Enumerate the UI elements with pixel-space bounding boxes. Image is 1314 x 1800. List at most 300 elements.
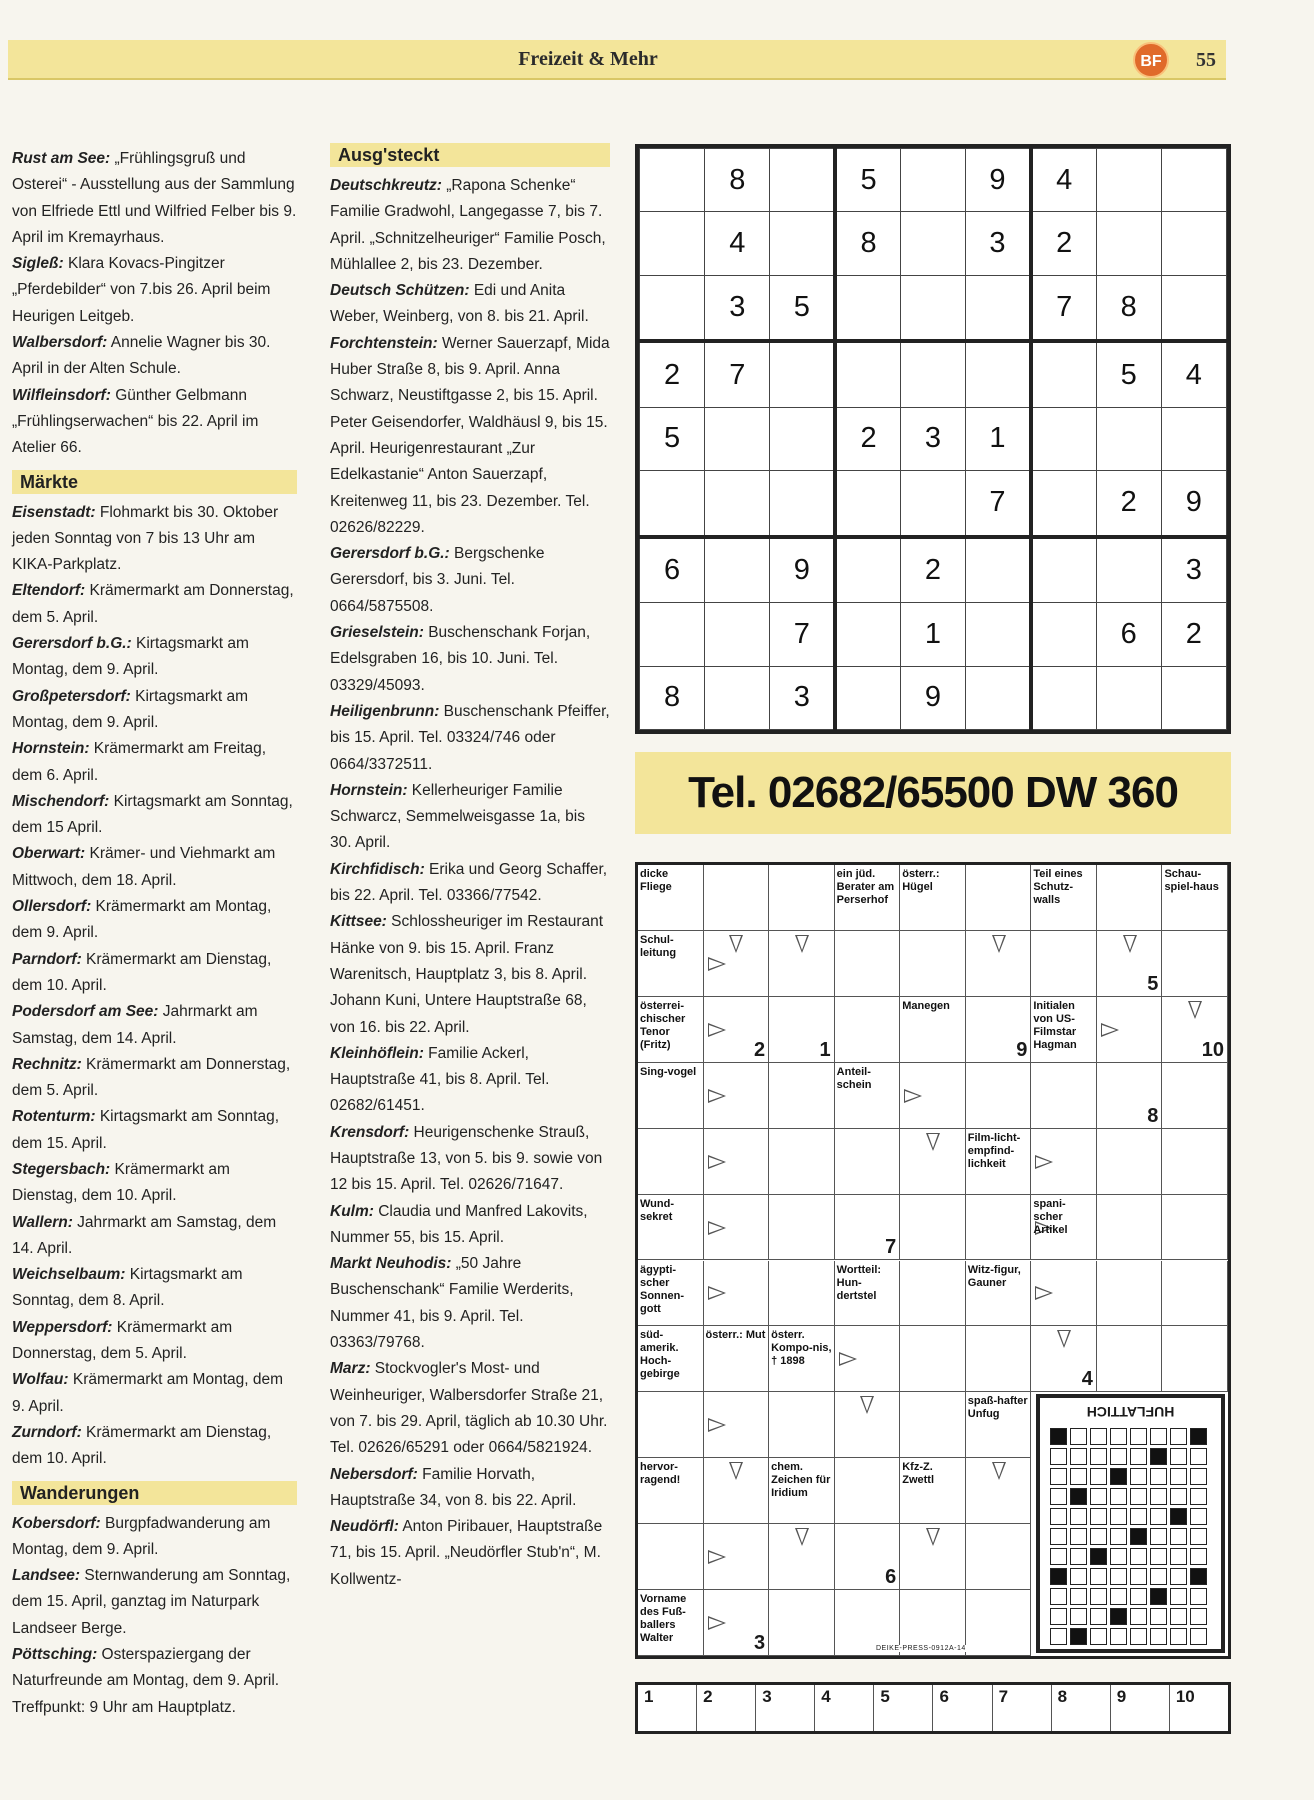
solution-box[interactable]: 5: [874, 1685, 933, 1731]
solution-letter-number: 8: [1147, 1104, 1159, 1127]
solution-box[interactable]: 6: [933, 1685, 992, 1731]
listing-entry: [330, 1514, 610, 1593]
sudoku-cell[interactable]: [705, 407, 770, 470]
sudoku-cell[interactable]: [1161, 407, 1226, 470]
bf-logo: BF: [1133, 42, 1169, 78]
sudoku-cell[interactable]: [1031, 341, 1096, 407]
page-header: [8, 40, 1226, 80]
press-code: DEIKE-PRESS-0912A-14: [876, 1645, 966, 1652]
solution-mini-cell: [1090, 1548, 1107, 1565]
sudoku-cell[interactable]: 6: [1096, 603, 1161, 666]
crossword-cell[interactable]: [1031, 931, 1097, 997]
sudoku-cell[interactable]: [1031, 666, 1096, 729]
crossword-cell[interactable]: [835, 931, 901, 997]
entry-text: Burgpfadwanderung am Montag, dem 9. April.: [12, 1514, 271, 1558]
listing-entry: [12, 841, 297, 894]
sudoku-cell[interactable]: 5: [640, 407, 705, 470]
crossword-cell[interactable]: [769, 1590, 835, 1656]
sudoku-cell[interactable]: [770, 471, 835, 537]
crossword-cell[interactable]: [1031, 1129, 1097, 1195]
entry-text: Sternwanderung am Sonntag, dem 15. April, ganztag im Naturpark Landseer Berge.: [12, 1567, 291, 1637]
place-name: Gerersdorf b.G.:: [12, 635, 132, 653]
sudoku-cell[interactable]: 5: [1096, 341, 1161, 407]
crossword-cell[interactable]: [1097, 1129, 1163, 1195]
crossword-clue: österr.: Mut: [704, 1326, 770, 1392]
entry-text: Bergschenke Gerersdorf, bis 3. Juni. Tel. 0664/5875508.: [330, 545, 545, 615]
entry-text: Claudia und Manfred Lakovits, Nummer 55, bis 15. April.: [330, 1202, 588, 1246]
sudoku-cell[interactable]: [835, 471, 900, 537]
solution-mini-cell: [1090, 1568, 1107, 1585]
solution-mini-cell: [1050, 1548, 1067, 1565]
place-name: Wallern:: [12, 1213, 73, 1231]
entry-text: Krämermarkt am Dienstag, dem 10. April.: [12, 1160, 230, 1205]
solution-box[interactable]: 2: [697, 1685, 756, 1731]
crossword-cell[interactable]: [835, 1458, 901, 1524]
crossword-cell[interactable]: [1097, 1063, 1163, 1129]
sudoku-cell[interactable]: [835, 341, 900, 407]
crossword-clue: österr. Kompo-nis, † 1898: [769, 1326, 835, 1392]
crossword-cell[interactable]: [769, 1392, 835, 1458]
sudoku-cell[interactable]: 9: [770, 537, 835, 603]
crossword-clue: spaß-hafter Unfug: [966, 1392, 1032, 1458]
sudoku-cell[interactable]: [1161, 212, 1226, 275]
place-name: Ollersdorf:: [12, 898, 92, 916]
solution-letter-number: 7: [885, 1236, 897, 1259]
crossword-cell[interactable]: [900, 1326, 966, 1392]
solution-mini-cell: [1070, 1568, 1087, 1585]
crossword-cell[interactable]: [1162, 1063, 1228, 1129]
wanderungen-heading: Wanderungen: [12, 1481, 297, 1505]
solution-word-row: [635, 1682, 1231, 1734]
crossword-cell[interactable]: [769, 1063, 835, 1129]
phone-number: Tel. 02682/65500 DW 360: [688, 768, 1178, 817]
sudoku-cell[interactable]: [900, 471, 965, 537]
sudoku-cell[interactable]: [966, 341, 1031, 407]
sudoku-cell[interactable]: 5: [835, 149, 900, 212]
sudoku-cell[interactable]: [1161, 275, 1226, 341]
solution-mini-cell: [1130, 1448, 1147, 1465]
crossword-cell[interactable]: [1031, 1261, 1097, 1327]
crossword-cell[interactable]: [1097, 997, 1163, 1063]
sudoku-cell[interactable]: 9: [900, 666, 965, 729]
entry-text: Krämermarkt am Montag, dem 9. April.: [12, 898, 272, 942]
solution-box[interactable]: 10: [1175, 1687, 1195, 1706]
solution-mini-cell: [1150, 1448, 1167, 1465]
crossword-clue: Anteil-schein: [835, 1063, 901, 1129]
crossword-cell[interactable]: [900, 1524, 966, 1590]
sudoku-cell[interactable]: [900, 275, 965, 341]
sudoku-cell[interactable]: [640, 212, 705, 275]
place-name: Pöttsching:: [12, 1646, 98, 1664]
listing-entry: [12, 330, 297, 383]
listing-entry: [12, 1642, 297, 1721]
crossword-cell[interactable]: [835, 1524, 901, 1590]
solution-mini-cell: [1050, 1568, 1067, 1585]
solution-mini-cell: [1070, 1448, 1087, 1465]
solution-mini-cell: [1110, 1508, 1127, 1525]
sudoku-cell[interactable]: 3: [770, 666, 835, 729]
listing-entry: [330, 1356, 610, 1461]
entry-text: Annelie Wagner bis 30. April in der Alten Schule.: [12, 334, 271, 378]
listing-entry: [12, 1315, 297, 1368]
crossword-cell[interactable]: [966, 931, 1032, 997]
sudoku-cell[interactable]: 1: [900, 603, 965, 666]
sudoku-cell[interactable]: [770, 149, 835, 212]
entry-text: Familie Ackerl, Hauptstraße 41, bis 8. April. Tel. 02682/61451.: [330, 1044, 550, 1115]
crossword-cell[interactable]: [900, 931, 966, 997]
solution-mini-cell: [1130, 1588, 1147, 1605]
place-name: Nebersdorf:: [330, 1465, 418, 1483]
crossword-cell[interactable]: [835, 1195, 901, 1261]
sudoku-cell[interactable]: 2: [900, 537, 965, 603]
solution-mini-cell: [1190, 1588, 1207, 1605]
sudoku-cell[interactable]: 9: [1161, 471, 1226, 537]
sudoku-cell[interactable]: [966, 537, 1031, 603]
crossword-cell[interactable]: [1097, 1326, 1163, 1392]
listing-entry: [330, 331, 610, 541]
sudoku-cell[interactable]: 3: [966, 212, 1031, 275]
sudoku-cell[interactable]: 2: [835, 407, 900, 470]
listing-entry: [12, 578, 297, 631]
listing-entry: [12, 631, 297, 684]
crossword-cell[interactable]: [704, 1063, 770, 1129]
crossword-cell[interactable]: [966, 1590, 1032, 1656]
sudoku-cell[interactable]: [835, 603, 900, 666]
sudoku-cell[interactable]: [770, 212, 835, 275]
sudoku-cell[interactable]: [770, 341, 835, 407]
crossword-clue: Teil eines Schutz-walls: [1031, 865, 1097, 931]
solution-mini-cell: [1050, 1588, 1067, 1605]
solution-letter-number: 3: [753, 1631, 766, 1654]
solution-mini-cell: [1070, 1588, 1087, 1605]
place-name: Hornstein:: [330, 781, 408, 799]
sudoku-cell[interactable]: [770, 407, 835, 470]
solution-box[interactable]: 7: [993, 1685, 1052, 1731]
sudoku-cell[interactable]: 7: [966, 471, 1031, 537]
sudoku-cell[interactable]: [900, 149, 965, 212]
solution-mini-cell: [1170, 1468, 1187, 1485]
crossword-cell[interactable]: [900, 1392, 966, 1458]
solution-box[interactable]: 3: [756, 1685, 815, 1731]
place-name: Mischendorf:: [12, 792, 110, 810]
entry-text: Günther Gelbmann „Frühlingserwachen“ bis 22. April im Atelier 66.: [12, 386, 259, 457]
solution-mini-cell: [1190, 1548, 1207, 1565]
listing-entry: [330, 699, 610, 778]
solution-mini-cell: [1090, 1628, 1107, 1645]
sudoku-cell[interactable]: 4: [1031, 149, 1096, 212]
sudoku-cell[interactable]: [1096, 212, 1161, 275]
sudoku-cell[interactable]: 8: [640, 666, 705, 729]
listing-entry: [330, 909, 610, 1040]
page-number: 55: [1196, 49, 1216, 71]
entry-text: Familie Horvath, Hauptstraße 34, von 8. bis 22. April.: [330, 1465, 577, 1509]
sudoku-cell[interactable]: 4: [705, 212, 770, 275]
solution-mini-cell: [1090, 1588, 1107, 1605]
solution-mini-cell: [1170, 1528, 1187, 1545]
crossword-cell[interactable]: [704, 1458, 770, 1524]
solution-mini-cell: [1110, 1528, 1127, 1545]
crossword-cell[interactable]: [769, 1524, 835, 1590]
sudoku-cell[interactable]: 2: [640, 341, 705, 407]
solution-mini-cell: [1130, 1528, 1147, 1545]
listing-entry: [330, 857, 610, 910]
solution-mini-cell: [1090, 1448, 1107, 1465]
column-middle: [330, 146, 610, 1593]
solution-mini-cell: [1050, 1508, 1067, 1525]
sudoku-cell[interactable]: 7: [705, 341, 770, 407]
solution-mini-cell: [1090, 1428, 1107, 1445]
place-name: Oberwart:: [12, 845, 86, 863]
sudoku-cell[interactable]: [1031, 603, 1096, 666]
sudoku-cell[interactable]: 3: [1161, 537, 1226, 603]
place-name: Markt Neuhodis:: [330, 1255, 452, 1273]
solution-mini-cell: [1170, 1448, 1187, 1465]
sudoku-cell[interactable]: 8: [835, 212, 900, 275]
solution-title: HUFLATTICH: [1086, 1404, 1175, 1420]
place-name: Neudörfl:: [330, 1518, 399, 1536]
crossword-cell[interactable]: [704, 1392, 770, 1458]
solution-mini-cell: [1070, 1428, 1087, 1445]
solution-box[interactable]: 4: [815, 1685, 874, 1731]
crossword-cell[interactable]: [704, 997, 770, 1063]
crossword-cell[interactable]: [638, 1524, 704, 1590]
crossword-clue: Vorname des Fuß-ballers Walter: [638, 1590, 704, 1656]
place-name: Podersdorf am See:: [12, 1003, 159, 1021]
solution-mini-cell: [1170, 1428, 1187, 1445]
solution-mini-cell: [1170, 1608, 1187, 1625]
crossword-cell[interactable]: [966, 1524, 1032, 1590]
sudoku-cell[interactable]: [640, 275, 705, 341]
place-name: Kittsee:: [330, 913, 387, 931]
sudoku-cell[interactable]: 1: [966, 407, 1031, 470]
sudoku-cell[interactable]: [900, 341, 965, 407]
crossword-cell[interactable]: [769, 1261, 835, 1327]
solution-mini-cell: [1110, 1608, 1127, 1625]
listing-entry: [330, 541, 610, 620]
sudoku-cell[interactable]: 2: [1161, 603, 1226, 666]
entry-text: „50 Jahre Buschenschank“ Familie Werderits, Nummer 41, bis 9. April. Tel. 03363/79768.: [330, 1255, 574, 1352]
crossword-cell[interactable]: [704, 931, 770, 997]
sudoku-cell[interactable]: [640, 603, 705, 666]
solution-box[interactable]: 1: [638, 1685, 697, 1731]
solution-letter-number: 6: [885, 1566, 897, 1589]
crossword-cell[interactable]: [835, 1129, 901, 1195]
crossword-cell[interactable]: [966, 1063, 1032, 1129]
crossword-cell[interactable]: [1031, 1326, 1097, 1392]
sudoku-cell[interactable]: 2: [1096, 471, 1161, 537]
sudoku-cell[interactable]: [966, 666, 1031, 729]
solution-mini-cell: [1070, 1548, 1087, 1565]
sudoku-cell[interactable]: 2: [1031, 212, 1096, 275]
crossword-cell[interactable]: [966, 1326, 1032, 1392]
crossword-cell[interactable]: [704, 1195, 770, 1261]
entry-text: Kirtagsmarkt am Sonntag, dem 15 April.: [12, 792, 293, 837]
crossword-cell[interactable]: [835, 997, 901, 1063]
sudoku-cell[interactable]: 5: [770, 275, 835, 341]
sudoku-cell[interactable]: [1031, 471, 1096, 537]
sudoku-cell[interactable]: [1096, 149, 1161, 212]
place-name: Rust am See:: [12, 150, 111, 167]
sudoku-cell[interactable]: 8: [705, 149, 770, 212]
place-name: Kirchfidisch:: [330, 860, 425, 878]
crossword-cell[interactable]: [704, 865, 770, 931]
listing-entry: [330, 1199, 610, 1252]
place-name: Marz:: [330, 1360, 371, 1378]
crossword-cell[interactable]: [900, 1195, 966, 1261]
sudoku-cell[interactable]: [835, 537, 900, 603]
sudoku-cell[interactable]: [835, 666, 900, 729]
sudoku-cell[interactable]: 3: [900, 407, 965, 470]
solution-mini-cell: [1070, 1508, 1087, 1525]
crossword-cell[interactable]: [1031, 1063, 1097, 1129]
place-name: Kulm:: [330, 1202, 374, 1220]
solution-box[interactable]: 9: [1111, 1685, 1170, 1731]
solution-mini-cell: [1150, 1628, 1167, 1645]
crossword-cell[interactable]: [638, 1392, 704, 1458]
sudoku-cell[interactable]: [900, 212, 965, 275]
solution-mini-cell: [1190, 1508, 1207, 1525]
crossword-cell[interactable]: [704, 1524, 770, 1590]
place-name: Grieselstein:: [330, 624, 424, 642]
crossword-cell[interactable]: [1097, 1261, 1163, 1327]
crossword-cell[interactable]: [1162, 1261, 1228, 1327]
entry-text: Kirtagsmarkt am Montag, dem 9. April.: [12, 635, 249, 679]
sudoku-cell[interactable]: [705, 471, 770, 537]
solution-mini-cell: [1130, 1548, 1147, 1565]
crossword-clue: Initialen von US-Filmstar Hagman: [1031, 997, 1097, 1063]
sudoku-cell[interactable]: [705, 603, 770, 666]
solution-letter-number: 2: [753, 1038, 766, 1061]
sudoku-cell[interactable]: [835, 275, 900, 341]
entry-text: Kirtagsmarkt am Montag, dem 9. April.: [12, 687, 248, 731]
crossword-cell[interactable]: [966, 1458, 1032, 1524]
crossword-cell[interactable]: [1162, 1326, 1228, 1392]
crossword-clue: spani-scher Artikel: [1031, 1195, 1097, 1261]
sudoku-cell[interactable]: 8: [1096, 275, 1161, 341]
sudoku-cell[interactable]: [1096, 666, 1161, 729]
sudoku-cell[interactable]: [966, 275, 1031, 341]
listing-entry: [12, 1157, 297, 1210]
listing-entry: [330, 1041, 610, 1120]
crossword-cell[interactable]: [1162, 1195, 1228, 1261]
solution-letter-number: 5: [1147, 972, 1159, 995]
place-name: Kleinhöflein:: [330, 1044, 424, 1062]
solution-mini-cell: [1130, 1508, 1147, 1525]
crossword-clue: österrei-chischer Tenor (Fritz): [638, 997, 704, 1063]
crossword-cell[interactable]: [835, 1326, 901, 1392]
solution-mini-cell: [1110, 1568, 1127, 1585]
solution-mini-cell: [1150, 1568, 1167, 1585]
solution-mini-cell: [1130, 1488, 1147, 1505]
sudoku-cell[interactable]: 7: [1031, 275, 1096, 341]
listing-entry: [12, 1052, 297, 1105]
crossword-cell[interactable]: [835, 1392, 901, 1458]
crossword-cell[interactable]: [1162, 931, 1228, 997]
sudoku-cell[interactable]: [1161, 666, 1226, 729]
sudoku-cell[interactable]: [640, 149, 705, 212]
crossword-clue: Sing-vogel: [638, 1063, 704, 1129]
crossword-cell[interactable]: [769, 1129, 835, 1195]
sudoku-cell[interactable]: [1096, 407, 1161, 470]
sudoku-cell[interactable]: 9: [966, 149, 1031, 212]
crossword-cell[interactable]: [1097, 865, 1163, 931]
crossword-cell[interactable]: [769, 931, 835, 997]
crossword-cell[interactable]: [1097, 931, 1163, 997]
crossword-cell[interactable]: [1162, 1129, 1228, 1195]
crossword-cell[interactable]: [966, 997, 1032, 1063]
sudoku-cell[interactable]: [1031, 407, 1096, 470]
sudoku-cell[interactable]: [1096, 537, 1161, 603]
place-name: Heiligenbrunn:: [330, 702, 440, 720]
solution-mini-cell: [1150, 1548, 1167, 1565]
crossword-cell[interactable]: [900, 1063, 966, 1129]
sudoku-cell[interactable]: [1031, 537, 1096, 603]
solution-mini-cell: [1130, 1468, 1147, 1485]
crossword-cell[interactable]: [900, 1261, 966, 1327]
entry-text: Heurigenschenke Strauß, Hauptstraße 13, von 5. bis 9. sowie von 12 bis 15. April. Tel. 02626/71647.: [330, 1123, 603, 1194]
solution-mini-cell: [1190, 1488, 1207, 1505]
sudoku-cell[interactable]: 6: [640, 537, 705, 603]
solution-mini-cell: [1150, 1468, 1167, 1485]
sudoku-cell[interactable]: [705, 666, 770, 729]
entry-text: „Rapona Schenke“ Familie Gradwohl, Langegasse 7, bis 7. April. „Schnitzelheuriger“ Familie Posch, Mühlallee 2, bis 23. Dezember.: [330, 177, 606, 273]
solution-mini-cell: [1090, 1608, 1107, 1625]
entry-text: Edi und Anita Weber, Weinberg, von 8. bis 21. April.: [330, 282, 589, 326]
crossword-clue: süd-amerik. Hoch-gebirge: [638, 1326, 704, 1392]
place-name: Hornstein:: [12, 740, 90, 758]
sudoku-cell[interactable]: [640, 471, 705, 537]
crossword-cell[interactable]: [966, 865, 1032, 931]
crossword-cell[interactable]: [704, 1261, 770, 1327]
crossword-cell[interactable]: [769, 997, 835, 1063]
solution-mini-cell: [1150, 1508, 1167, 1525]
crossword-cell[interactable]: [1097, 1195, 1163, 1261]
crossword-cell[interactable]: [966, 1195, 1032, 1261]
entry-text: Krämermarkt am Freitag, dem 6. April.: [12, 740, 267, 784]
listing-entry: [12, 789, 297, 842]
crossword-cell[interactable]: [769, 865, 835, 931]
sudoku-cell[interactable]: 3: [705, 275, 770, 341]
solution-box[interactable]: 8: [1052, 1685, 1111, 1731]
crossword-cell[interactable]: [769, 1195, 835, 1261]
sudoku-puzzle: [635, 144, 1231, 734]
place-name: Parndorf:: [12, 950, 82, 968]
solution-mini-cell: [1090, 1488, 1107, 1505]
listing-entry: [12, 251, 297, 330]
solution-mini-cell: [1190, 1428, 1207, 1445]
solution-mini-cell: [1110, 1628, 1127, 1645]
sudoku-cell[interactable]: [1161, 149, 1226, 212]
sudoku-cell[interactable]: 4: [1161, 341, 1226, 407]
crossword-cell[interactable]: [1162, 997, 1228, 1063]
crossword-clue: Schau-spiel-haus: [1162, 865, 1228, 931]
solution-mini-cell: [1110, 1468, 1127, 1485]
sudoku-cell[interactable]: 7: [770, 603, 835, 666]
crossword-cell[interactable]: [704, 1590, 770, 1656]
crossword-clue: dicke Fliege: [638, 865, 704, 931]
place-name: Landsee:: [12, 1567, 81, 1585]
entry-text: Kellerheuriger Familie Schwarcz, Semmelweisgasse 1a, bis 30. April.: [330, 781, 585, 852]
crossword-cell[interactable]: [704, 1129, 770, 1195]
crossword-cell[interactable]: [638, 1129, 704, 1195]
entry-text: Anton Piribauer, Hauptstraße 71, bis 15. April. „Neudörfler Stub'n“, M. Kollwentz-: [330, 1518, 603, 1588]
sudoku-cell[interactable]: [966, 603, 1031, 666]
solution-mini-cell: [1130, 1428, 1147, 1445]
solution-mini-cell: [1130, 1628, 1147, 1645]
sudoku-cell[interactable]: [705, 537, 770, 603]
place-name: Zurndorf:: [12, 1423, 82, 1441]
crossword-cell[interactable]: [900, 1129, 966, 1195]
